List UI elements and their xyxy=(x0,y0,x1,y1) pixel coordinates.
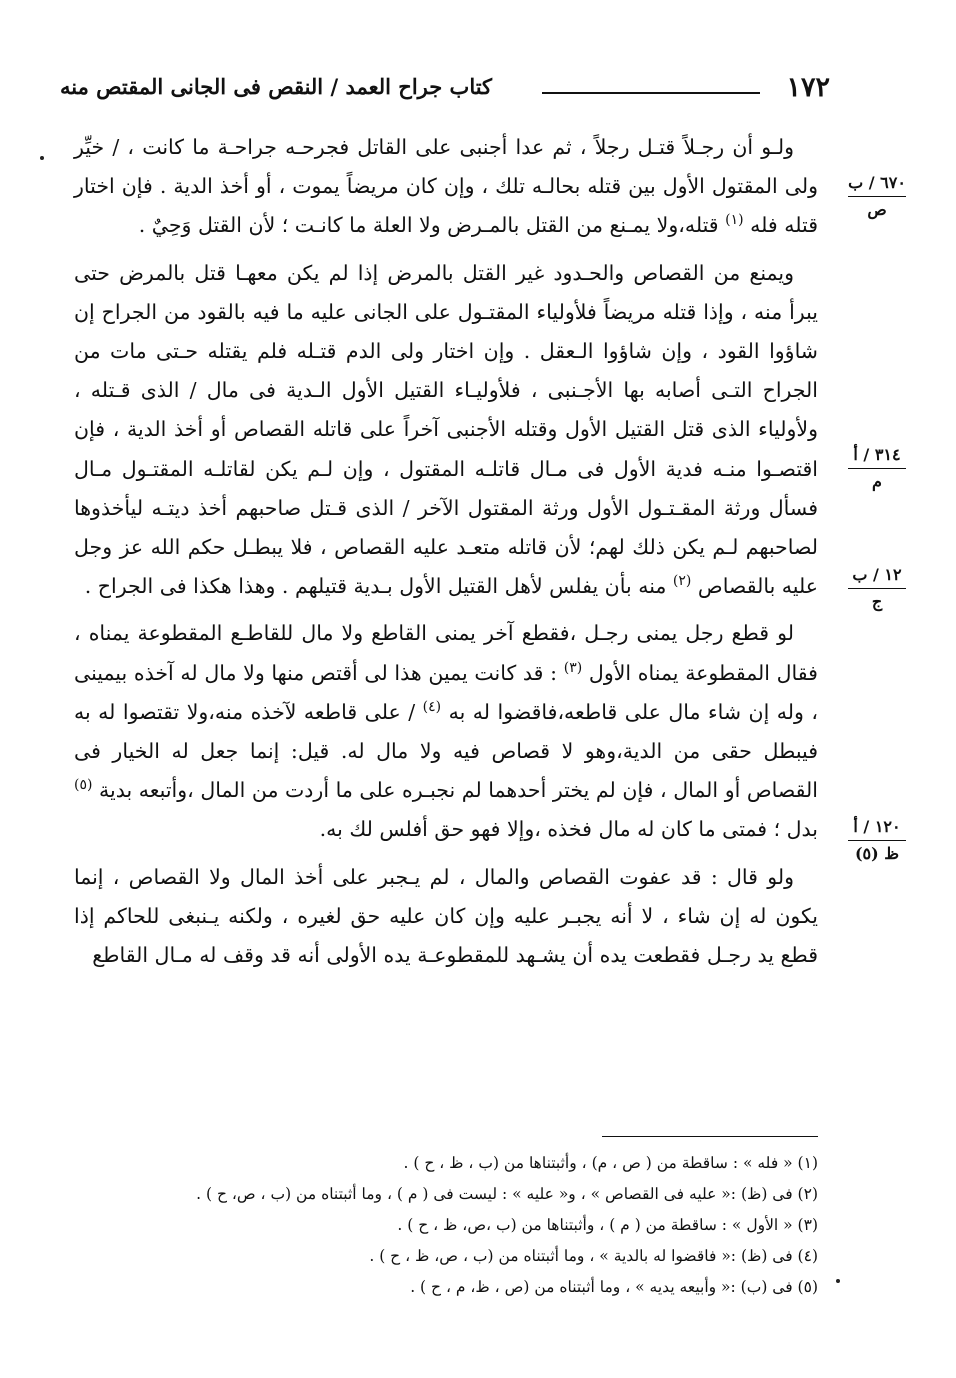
scan-speck xyxy=(40,156,44,160)
footnote: (٣) « الأول » : ساقطة من ( م ) ، وأثبتناها من (ب ،ص، ظ ، ح ) . xyxy=(397,1216,818,1234)
footnotes xyxy=(60,1148,818,1303)
footnote-separator xyxy=(602,1136,818,1137)
scan-speck xyxy=(836,1279,840,1283)
folio-marker: ٣١٤ / أ م xyxy=(848,444,906,493)
main-text xyxy=(74,128,818,975)
footnote-ref: (١) xyxy=(725,212,744,229)
paragraph: ولو قال : قد عفوت القصاص والمال ، لم يـجبر على أخذ المال ولا القصاص ، إنما يكون له إن شاء ، لا أنه يجبـر عليه وإن كان عليه حق لغيره ، ولكنه يـنبغى للحاكم إذا قطع يد رجـل فقطعت يده أن يشـهد للمقطوعـة يده الأولى أنه قد وقف له مـال القاطع xyxy=(74,864,818,968)
paragraph: لو قطع رجل يمنى رجـل ،فقطع آخر يمنى القاطع ولا مال للقاطـع المقطوعة يمناه ، فقال المقطوعة يمناه الأول $^{(٣)}$ : قد كانت يمين هذا لى أقتص منها ولا مال له آخذه بيمينى ، وله إن شاء مال على قاطعه،فاقضوا له به $^{(٤)}$ / على قاطعه لآخذه منه،ولا تقتصوا له به فيبطل حقى من الدية،وهو لا قصاص فيه ولا مال له. قيل: إنما جعل له الخيار فى القصاص أو المال ، فإن لم يختر أحدهما لم نجبـره على ما أردت من المال ،وأتبعه بدية $^{(٥)}$ بدل ؛ فمتى ما كان له مال فخذه ،وإلا فهو حق أفلس لك به. xyxy=(74,621,819,842)
folio-marker: ٦٧٠ / ب ص xyxy=(848,173,906,219)
footnote: (٥) فى (ب) :« وأبيعه يديه » ، وما أثبتناه من (ص ، ظ، م ، ح ) . xyxy=(410,1278,818,1296)
paragraph: ولـو أن رجـلاً قتـل رجلاً ، ثم عدا أجنبى على القاتل فجرحـه جراحـة ما كانت ، / خيِّر ولى المقتول الأول بين قتله بحالـه تلك ، وإن كان مريضاً يموت ، أو أخذ الدية . فإن اختار قتله فله $^{(١)}$ قتله،ولا يمـنع من القتل بالمـرض ولا العلة ما كانـت ؛ لأن القتل وَحِيٌ . xyxy=(74,135,818,238)
folio-marker: ١٢ / ب ج xyxy=(848,564,906,613)
footnote-ref: (٤) xyxy=(422,699,442,716)
footnote-ref: (٥) xyxy=(74,777,93,794)
page-number: ١٧٢ xyxy=(786,72,830,103)
paragraph: ويمنع من القصاص والحـدود غير القتل بالمرض إذا لم يكن معهـا قتل بالمرض حتى يبرأ منه ، وإذا قتله مريضاً فلأولياء المقتـول على الجانى عليه ما فيه بالقود من الجراح إن شاؤوا القود ، وإن شاؤوا الـعقل . وإن اختار ولى الدم قتـله فلم يقتله حـتى مات من الجراح التـى أصابه بها الأجـنبى ، فلأوليـاء القتيل الأول الـدية فى مال / الذى قـتله ، ولأولياء الذى قتل القتيل الأول وقتله الأجنبى آخراً على قاتله القصاص أو أخذ الدية ، فإن اقتصـوا منـه فدية الأول فى مـال قاتلـه المقتول ، وإن لـم يكن لقاتلـه المقتـول مـال فسأل ورثة المقـتـول الأول ورثة المقتول الآخر / الذى قـتل صاحبهم أخذ ديتـه ليأخذوها لصاحبهم لـم يكن ذلك لهم؛ لأن قاتله متعـد عليه القصاص ، فلا يبطـل حكم الله عز وجل عليه بالقصاص $^{(٢)}$ منه بأن يفلس لأهل القتيل الأول بـدية قتيلهم . وهذا هكذا فى الجراح . xyxy=(74,260,818,599)
footnote: (٤) فى (ظ) :« فاقضوا له بالدية » ، وما أثبتناه من (ب ، ص، ظ ، ح ) . xyxy=(369,1247,818,1265)
footnote: (٢) فى (ظ) :« عليه فى القصاص » ، و« عليه » : ليست فى ( م ) ، وما أثبتناه من (ب ، ص، ح ) . xyxy=(196,1185,818,1203)
footnote-ref: (٢) xyxy=(672,573,692,590)
footnote: (١) « فله » : ساقطة من ( ص ، م) ، وأثبتناها من (ب ، ظ ، ح ) . xyxy=(403,1154,818,1172)
running-title: كتاب جراح العمد / النقص فى الجانى المقتص منه xyxy=(60,74,493,99)
header-rule xyxy=(542,92,760,94)
footnote-ref: (٣) xyxy=(563,659,583,676)
running-header xyxy=(60,72,830,112)
folio-marker: ١٢٠ / أ ظ (٥) xyxy=(848,816,906,865)
